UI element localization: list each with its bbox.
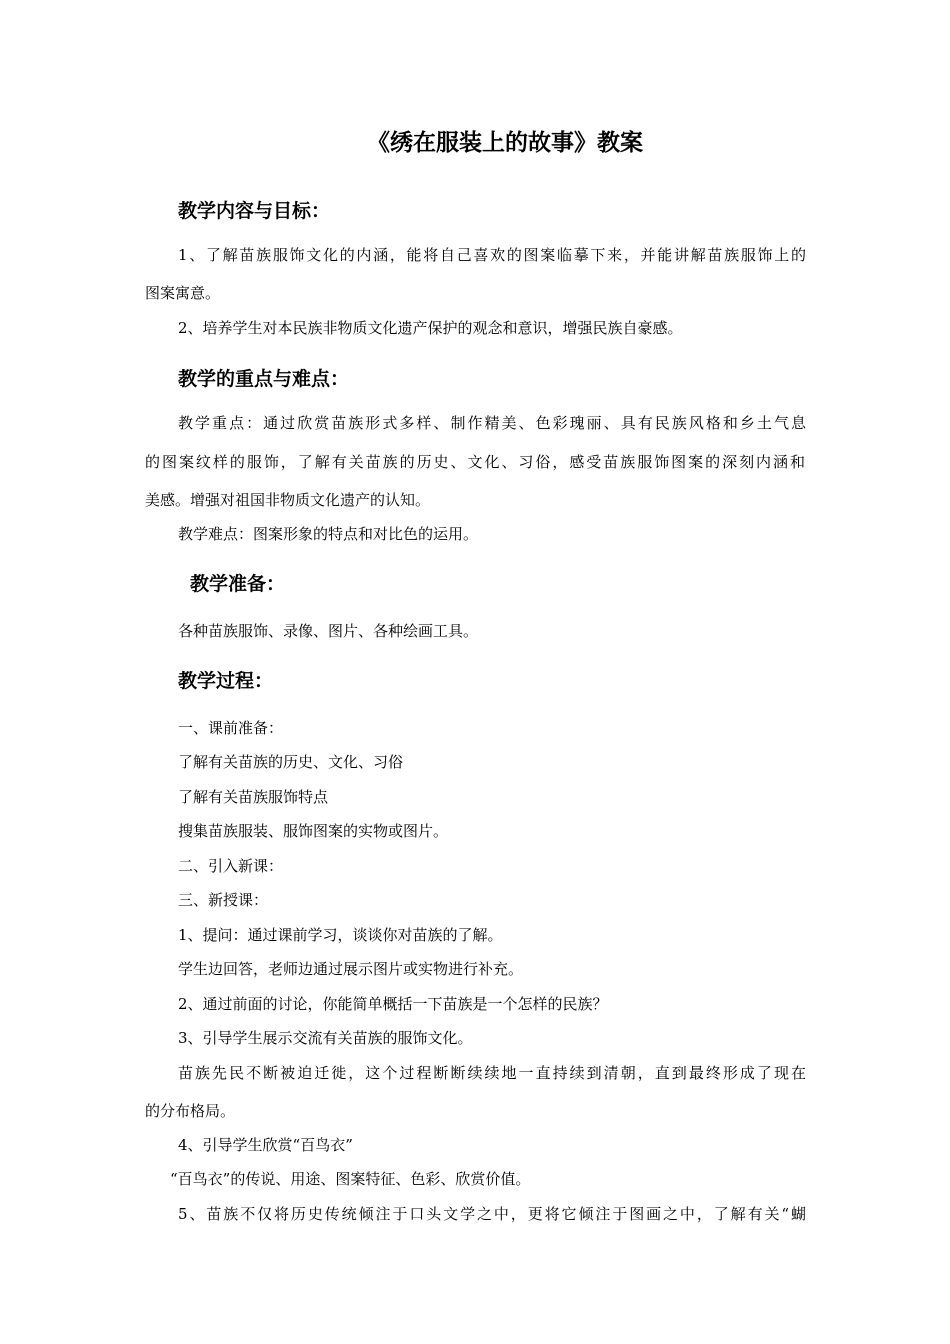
list-item: 一、课前准备： [178, 719, 284, 737]
list-item: 1、提问：通过课前学习，谈谈你对苗族的了解。 [178, 926, 503, 944]
paragraph-line: 美感。增强对祖国非物质文化遗产的认知。 [145, 491, 431, 509]
heading-process: 教学过程： [178, 670, 274, 692]
list-item: 搜集苗族服装、服饰图案的实物或图片。 [178, 822, 449, 840]
paragraph-line: 苗族先民不断被迫迁徙，这个过程断断续续地一直持续到清朝，直到最终形成了现在 [178, 1064, 806, 1082]
list-item: 2、通过前面的讨论，你能简单概括一下苗族是一个怎样的民族？ [178, 995, 608, 1013]
list-item: 了解有关苗族服饰特点 [178, 788, 329, 806]
heading-keypoints: 教学的重点与难点： [178, 368, 350, 390]
list-item: 学生边回答，老师边通过展示图片或实物进行补充。 [178, 960, 524, 978]
paragraph-line: 各种苗族服饰、录像、图片、各种绘画工具。 [178, 622, 479, 640]
list-item: 了解有关苗族的历史、文化、习俗 [178, 753, 404, 771]
list-item: 三、新授课： [178, 891, 269, 909]
list-item: 二、引入新课： [178, 857, 284, 875]
paragraph-line: 2、培养学生对本民族非物质文化遗产保护的观念和意识，增强民族自豪感。 [178, 319, 683, 337]
paragraph-line: 5、苗族不仅将历史传统倾注于口头文学之中，更将它倾注于图画之中，了解有关“蝴 [178, 1205, 806, 1223]
list-item: “百鸟衣”的传说、用途、图案特征、色彩、欣赏价值。 [170, 1170, 531, 1188]
paragraph-line: 的图案纹样的服饰，了解有关苗族的历史、文化、习俗，感受苗族服饰图案的深刻内涵和 [145, 453, 805, 471]
paragraph-line: 1、了解苗族服饰文化的内涵，能将自己喜欢的图案临摹下来，并能讲解苗族服饰上的 [178, 246, 806, 264]
list-item: 4、引导学生欣赏“百鸟衣” [178, 1136, 353, 1154]
list-item: 3、引导学生展示交流有关苗族的服饰文化。 [178, 1029, 473, 1047]
heading-preparation: 教学准备： [190, 573, 286, 595]
paragraph-line: 教学重点：通过欣赏苗族形式多样、制作精美、色彩瑰丽、具有民族风格和乡土气息 [178, 414, 806, 432]
heading-objectives: 教学内容与目标： [178, 200, 331, 222]
paragraph-line: 的分布格局。 [145, 1102, 236, 1120]
document-title: 《绣在服装上的故事》教案 [367, 130, 643, 156]
paragraph-line: 图案寓意。 [145, 284, 221, 302]
paragraph-line: 教学难点：图案形象的特点和对比色的运用。 [178, 525, 479, 543]
